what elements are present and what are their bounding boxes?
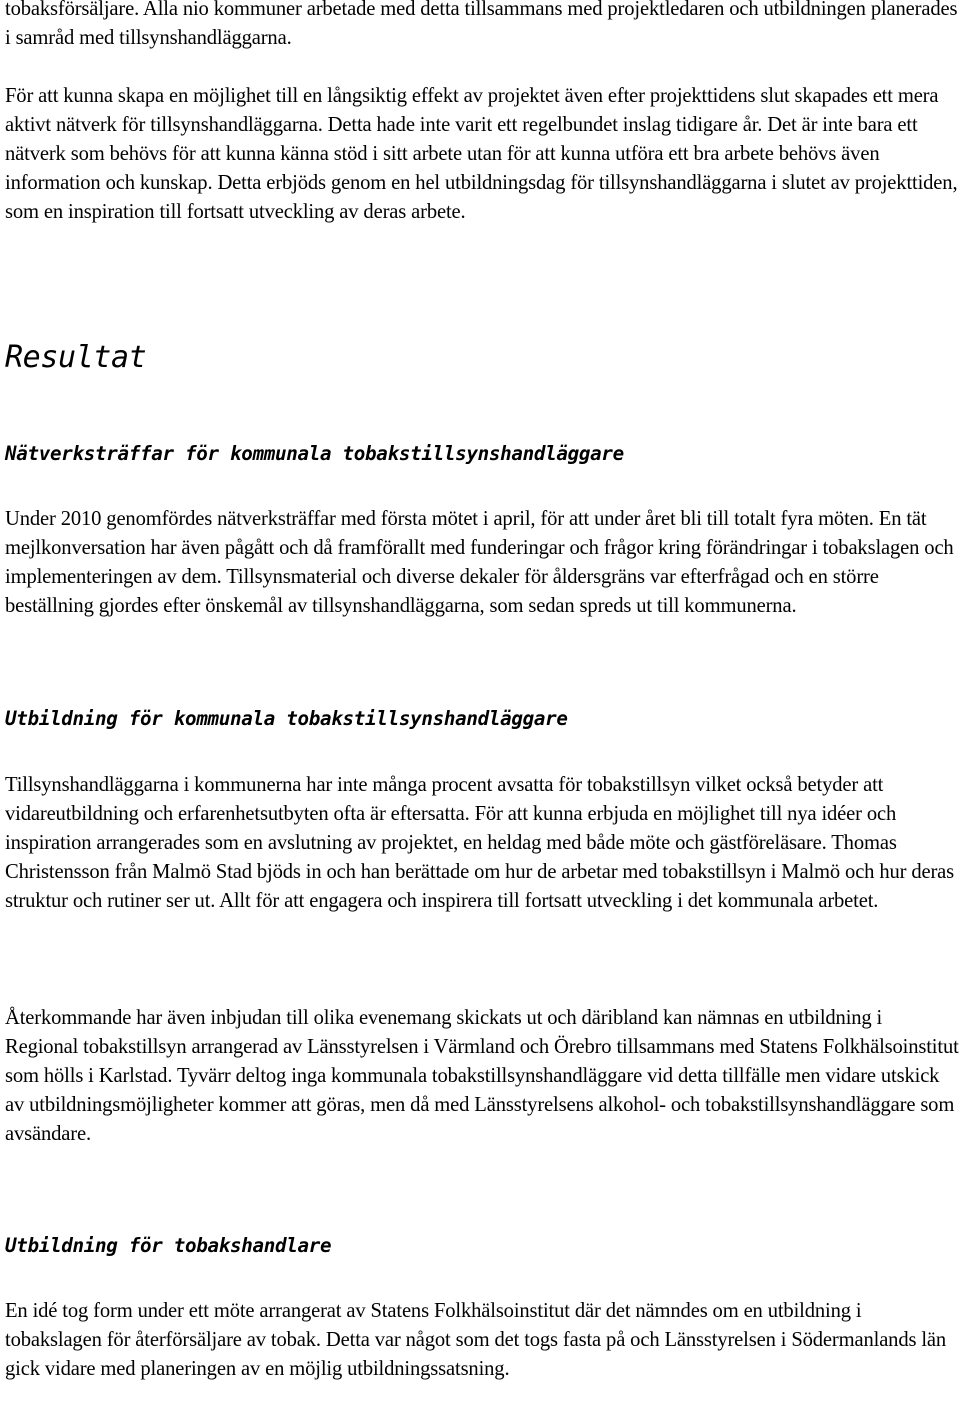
paragraph-intro-end: tobaksförsäljare. Alla nio kommuner arbetade med detta tillsammans med projektledaren och utbildningen planerades i samråd med tillsynshandläggarna.	[5, 0, 958, 49]
paragraph-training-2: Återkommande har även inbjudan till olika evenemang skickats ut och däribland kan nämnas en utbildning i Regional tobakstillsyn arrangerad av Länsstyrelsen i Värmland och Örebro tillsammans med Statens Folkhälsoinstitut som hölls i Karlstad. Tyvärr deltog inga kommunala tobakstillsynshandläggare vid detta tillfälle men vidare utskick av utbildningsmöjligheter kommer att göras, men då med Länsstyrelsens alkohol- och tobakstillsynshandläggare som avsändare.	[5, 1007, 959, 1145]
paragraph-training-1: Tillsynshandläggarna i kommunerna har inte många procent avsatta för tobakstillsyn vilket också betyder att vidareutbildning och erfarenhetsutbyten ofta är eftersatta. För att kunna erbjuda en möjlighet till nya idéer och inspiration arrangerades som en avslutning av projektet, en heldag med både möte och gästföreläsare. Thomas Christensson från Malmö Stad bjöds in och han berättade om hur de arbetar med tobakstillsyn i Malmö och hur deras struktur och rutiner ser ut. Allt för att engagera och inspirera till fortsatt utveckling i det kommunala arbetet.	[5, 774, 955, 912]
heading-training-officers: Utbildning för kommunala tobakstillsynshandläggare	[5, 707, 568, 730]
paragraph-network: För att kunna skapa en möjlighet till en långsiktig effekt av projektet även efter projekttidens slut skapades ett mera aktivt nätverk för tillsynshandläggarna. Detta hade inte varit ett regelbundet inslag tidigare år. Det är inte bara ett nätverk som behövs för att kunna känna stöd i sitt arbete utan för att kunna utföra ett bra arbete behövs även information och kunskap. Detta erbjöds genom en hel utbildningsdag för tillsynshandläggarna i slutet av projekttiden, som en inspiration till fortsatt utveckling av deras arbete.	[5, 85, 958, 223]
heading-result: Resultat	[5, 340, 147, 375]
paragraph-meetings: Under 2010 genomfördes nätverksträffar med första mötet i april, för att under året bli till totalt fyra möten. En tät mejlkonversation har även pågått och då framförallt med funderingar och frågor kring förändringar i tobakslagen och implementeringen av dem. Tillsynsmaterial och diverse dekaler för åldersgräns var efterfrågad och en större beställning gjordes efter önskemål av tillsynshandläggarna, som sedan spreds ut till kommunerna.	[5, 508, 954, 617]
paragraph-retailers: En idé tog form under ett möte arrangerat av Statens Folkhälsoinstitut där det nämndes om en utbildning i tobakslagen för återförsäljare av tobak. Detta var något som det togs fasta på och Länsstyrelsen i Södermanlands län gick vidare med planeringen av en möjlig utbildningssatsning.	[5, 1300, 947, 1380]
heading-training-retailers: Utbildning för tobakshandlare	[5, 1234, 332, 1257]
heading-network-meetings: Nätverksträffar för kommunala tobakstillsynshandläggare	[5, 442, 624, 465]
